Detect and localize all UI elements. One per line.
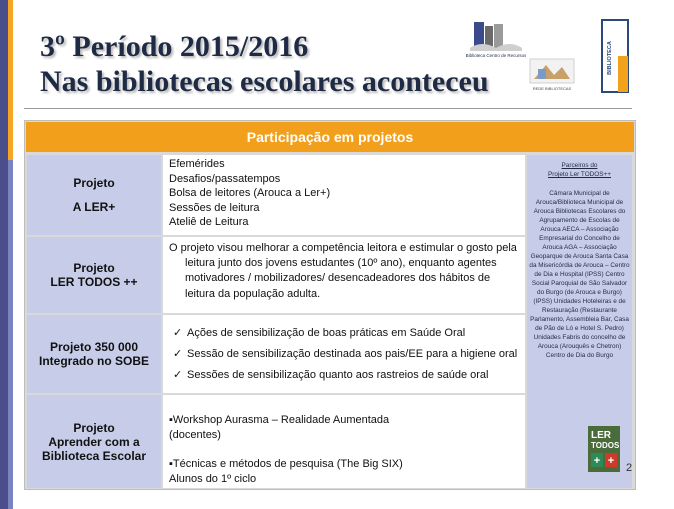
books-logo-text: Biblioteca Centro de Recursos bbox=[466, 53, 526, 58]
project-label-aler-line2: A LER+ bbox=[72, 200, 116, 214]
title-line-1: 3º Período 2015/2016 bbox=[40, 30, 309, 63]
rbe-logo bbox=[528, 55, 576, 93]
ler-logo-line2: TODOS bbox=[591, 441, 620, 450]
left-accent-bar bbox=[0, 0, 8, 509]
title-line-2: Nas bibliotecas escolares aconteceu bbox=[40, 65, 489, 98]
page-number: 2 bbox=[626, 462, 633, 474]
project-label-aprender bbox=[27, 395, 161, 488]
list-item: Ateliê de Leitura bbox=[169, 216, 249, 229]
project-label-aprender-line1: Projeto bbox=[73, 420, 115, 435]
list-item: Bolsa de leitores (Arouca a Ler+) bbox=[169, 187, 331, 200]
workshop-audience: (docentes) bbox=[169, 429, 221, 441]
project-label-aler bbox=[27, 155, 161, 235]
research-audience: Alunos do 1º ciclo bbox=[169, 473, 257, 485]
research-item: ▪Técnicas e métodos de pesquisa (The Big SIX) bbox=[169, 458, 403, 470]
svg-text:+: + bbox=[607, 455, 615, 467]
list-item: ✓ Sessões de sensibilização quanto aos rastreios de saúde oral bbox=[173, 365, 519, 386]
project-label-aler-line1: Projeto bbox=[73, 176, 115, 190]
project-label-lertodos-line2: LER TODOS ++ bbox=[50, 275, 138, 289]
title-divider bbox=[24, 108, 632, 109]
left-accent-orange bbox=[8, 0, 13, 160]
list-item: Sessões de leitura bbox=[169, 201, 260, 214]
checkmark-icon: ✓ bbox=[173, 327, 183, 339]
project-label-aprender-line3: Biblioteca Escolar bbox=[41, 448, 147, 463]
list-item: Efemérides bbox=[169, 158, 225, 170]
project-content-aler bbox=[163, 155, 525, 235]
table-header: Participação em projetos bbox=[26, 122, 634, 152]
library-books-logo bbox=[466, 20, 526, 60]
rbe-caption: REDE BIBLIOTECAS bbox=[532, 86, 572, 91]
ler-logo-line1: LER bbox=[591, 430, 611, 441]
list-item: Desafios/passatempos bbox=[169, 172, 281, 185]
project-label-aprender-line2: Aprender com a bbox=[48, 434, 140, 449]
ler-todos-logo bbox=[588, 426, 620, 472]
project-description: O projeto visou melhorar a competência leitora e estimular o gosto pela leitura junto dos jovens estudantes (10º ano), enquanto agentes motivadores / mobilizadores/ desencadeadores dos hábitos de leitura da população adulta. bbox=[169, 242, 517, 300]
project-label-lertodos-line1: Projeto bbox=[73, 261, 115, 275]
partners-list: Câmara Municipal de Arouca/Biblioteca Municipal de Arouca Bibliotecas Escolares do Agrupamento de Escolas de Arouca AECA – Associação Empresarial do Concelho de Arouca AGA – Associação Geoparque de Arouca Santa Casa da Misericórdia de Arouca – Centro de Dia e Hospital (IPSS) Centro Social Paroquial de São Salvador do Burgo (de Arouca e Burgo) (IPSS) Unidades Hoteleiras e de Restauração (Restaurante Parlamento, Assembleia Bar, Casa de Pão de Ló e Hotel S. Pedro) Unidades Fabris do concelho de Arouca (Arouquês e Chetron) Centro de Dia do Burgo bbox=[529, 190, 630, 359]
checkmark-icon: ✓ bbox=[173, 348, 183, 360]
list-item: ✓ Sessão de sensibilização destinada aos pais/EE para a higiene oral bbox=[173, 344, 519, 365]
biblioteca-logo bbox=[598, 16, 632, 96]
list-item: ✓ Ações de sensibilização de boas práticas em Saúde Oral bbox=[173, 323, 519, 344]
svg-text:+: + bbox=[593, 455, 601, 467]
left-accent-blue bbox=[8, 160, 13, 509]
project-content-aprender bbox=[163, 395, 525, 488]
project-label-lertodos bbox=[27, 237, 161, 313]
slide-title bbox=[40, 30, 540, 100]
project-label-350000-line2: Integrado no SOBE bbox=[38, 354, 149, 368]
checkmark-icon: ✓ bbox=[173, 369, 183, 381]
project-label-350000-line1: Projeto 350 000 bbox=[49, 340, 139, 354]
workshop-item: ▪Workshop Aurasma – Realidade Aumentada bbox=[169, 414, 390, 426]
biblioteca-logo-text: BIBLIOTECA bbox=[607, 41, 613, 75]
project-content-350000 bbox=[163, 315, 525, 393]
partners-title: Parceiros do Projeto Ler TODOS++ bbox=[548, 162, 611, 178]
project-content-lertodos bbox=[163, 237, 525, 313]
project-label-350000 bbox=[27, 315, 161, 393]
